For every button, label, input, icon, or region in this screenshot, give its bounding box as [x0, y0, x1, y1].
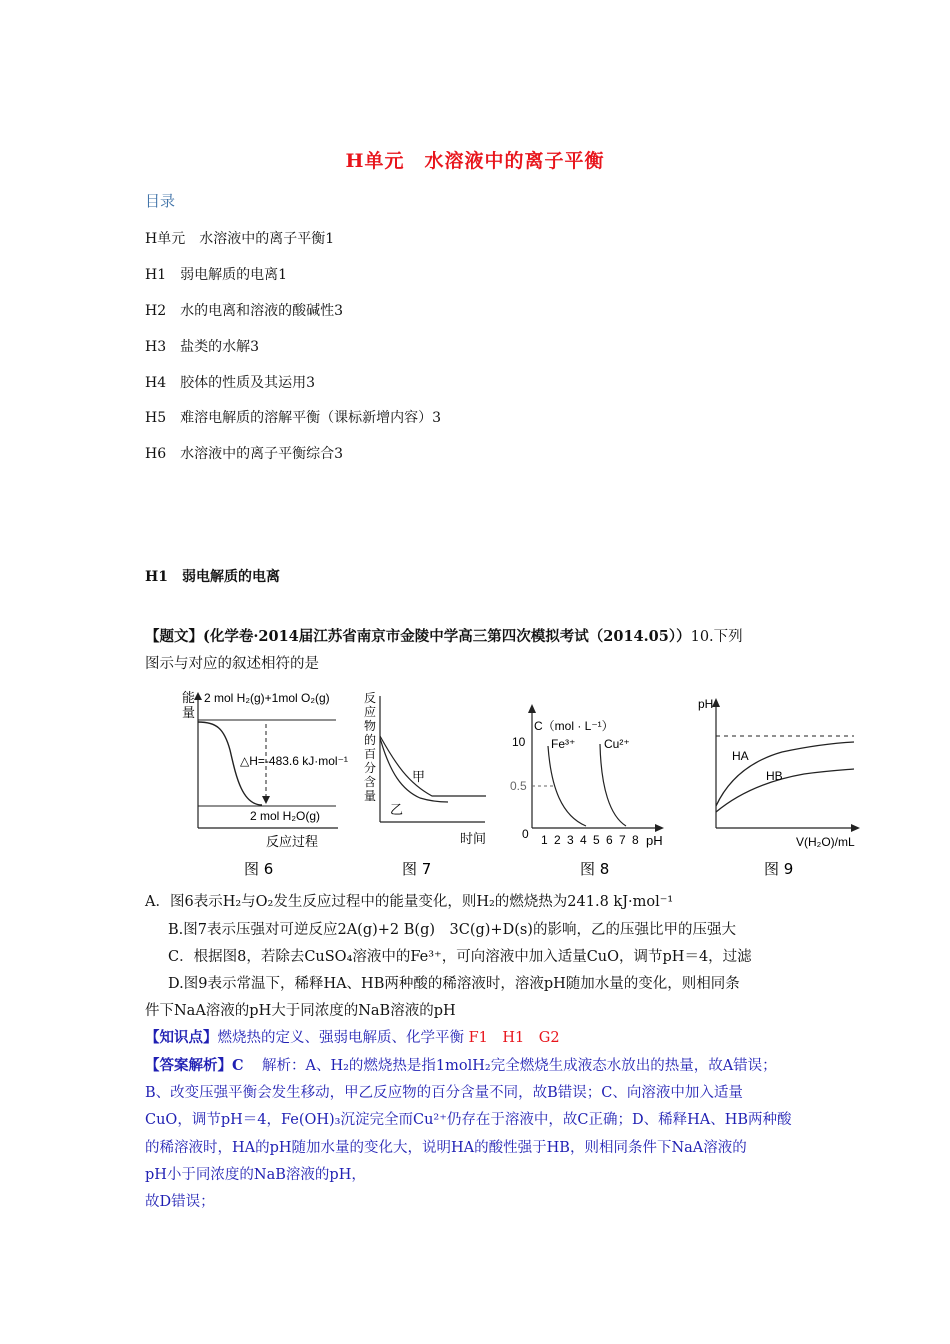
answer-text: pH小于同浓度的NaB溶液的pH， — [145, 1167, 366, 1183]
fig8-cu-curve — [600, 744, 626, 826]
fig7-ylabel-char: 量 — [364, 789, 377, 803]
figure-9 — [698, 697, 860, 878]
fig8-x-tick: 3 — [567, 833, 574, 847]
fig6-ylabel-1: 能 — [182, 690, 196, 705]
fig7-curve-jia — [380, 736, 486, 796]
figures-panel — [170, 688, 870, 883]
fig8-tick-0: 0 — [522, 827, 529, 841]
figure-7 — [364, 691, 486, 878]
figure-6 — [182, 690, 348, 878]
knowledge-tag: 【知识点】 — [145, 1029, 218, 1046]
answer-text: B、改变压强平衡会发生移动，甲乙反应物的百分含量不同，故B错误；C、向溶液中加入适量 — [145, 1085, 743, 1101]
fig8-tick-10: 10 — [512, 735, 526, 749]
figure-8 — [510, 704, 664, 878]
toc-item[interactable]: H2 水的电离和溶液的酸碱性3 — [145, 303, 344, 319]
option-b: B.图7表示压强对可逆反应2A(g)+2 B(g) 3C(g)+D(s)的影响，乙的压强比甲的压强大 — [168, 922, 736, 938]
fig8-x-arrow — [655, 824, 664, 832]
question-number: 10.下列 — [690, 629, 743, 645]
fig8-x-tick: 8 — [632, 833, 639, 847]
fig8-y-arrow — [528, 704, 536, 713]
fig8-y-label: C（mol · L⁻¹） — [534, 719, 614, 733]
fig8-x-label: pH — [646, 833, 663, 848]
fig9-caption: 图 9 — [764, 860, 794, 878]
answer-text: CuO，调节pH＝4，Fe(OH)₃沉淀完全而Cu²⁺仍存在于溶液中，故C正确；D、稀释HA、HB两种酸 — [145, 1112, 792, 1128]
option-d-line2: 件下NaA溶液的pH大于同浓度的NaB溶液的pH — [145, 1003, 456, 1019]
fig6-x-label: 反应过程 — [266, 834, 319, 849]
fig8-fe-curve — [548, 746, 586, 826]
fig6-delta-h: △H=-483.6 kJ·mol⁻¹ — [240, 754, 348, 768]
answer-text: 解析：A、H₂的燃烧热是指1molH₂完全燃烧生成液态水放出的热量，故A错误； — [261, 1058, 777, 1074]
answer-line — [145, 1054, 777, 1075]
fig7-ylabel-char: 分 — [364, 761, 377, 775]
fig7-ylabel-char: 含 — [364, 775, 377, 789]
knowledge-codes: F1 H1 G2 — [468, 1030, 560, 1046]
fig8-x-tick: 4 — [580, 833, 587, 847]
fig8-cu-label: Cu²⁺ — [604, 737, 630, 751]
fig8-x-tick: 1 — [541, 833, 548, 847]
fig9-x-arrow — [851, 824, 860, 832]
option-d-line1: D.图9表示常温下，稀释HA、HB两种酸的稀溶液时，溶液pH随加水量的变化，则相同条 — [168, 976, 740, 992]
fig8-x-tick: 2 — [554, 833, 561, 847]
knowledge-text: 燃烧热的定义、强弱电解质、化学平衡 — [217, 1030, 464, 1046]
answer-tag: 【答案解析】 — [145, 1057, 232, 1074]
fig8-caption: 图 8 — [580, 860, 610, 878]
toc-item[interactable]: H3 盐类的水解3 — [145, 339, 260, 355]
page-title: H单元 水溶液中的离子平衡 — [345, 150, 605, 172]
fig8-x-tick: 6 — [606, 833, 613, 847]
fig7-label-yi: 乙 — [390, 802, 404, 817]
fig6-arrow — [262, 796, 270, 804]
option-c: C．根据图8，若除去CuSO₄溶液中的Fe³⁺，可向溶液中加入适量CuO，调节pH＝4，过滤 — [168, 949, 752, 965]
toc-item[interactable]: H1 弱电解质的电离1 — [145, 267, 288, 283]
toc-item[interactable]: H5 难溶电解质的溶解平衡（课标新增内容）3 — [145, 410, 442, 426]
toc-item[interactable]: H6 水溶液中的离子平衡综合3 — [145, 446, 344, 462]
fig7-ylabel-char: 百 — [364, 747, 377, 761]
fig7-x-label: 时间 — [460, 831, 487, 846]
fig7-ylabel-char: 的 — [364, 733, 377, 747]
fig9-y-label: pH — [698, 697, 714, 711]
fig6-top-label: 2 mol H₂(g)+1mol O₂(g) — [204, 691, 330, 705]
answer-text: 的稀溶液时，HA的pH随加水量的变化大，说明HA的酸性强于HB，则相同条件下NaA溶液的 — [145, 1140, 747, 1156]
fig7-caption: 图 7 — [402, 860, 432, 878]
option-a: A．图6表示H₂与O₂发生反应过程中的能量变化，则H₂的燃烧热为241.8 kJ·mol⁻¹ — [145, 894, 674, 910]
knowledge-point — [145, 1026, 560, 1047]
answer-text: 故D错误； — [145, 1194, 215, 1210]
fig8-tick-05: 0.5 — [510, 779, 527, 793]
fig6-y-arrow — [194, 692, 202, 700]
fig6-bottom-label: 2 mol H₂O(g) — [250, 809, 321, 823]
toc-heading: 目录 — [145, 192, 176, 210]
fig9-hb-curve — [716, 769, 854, 812]
fig7-ylabel-char: 反 — [364, 691, 377, 705]
answer-choice: C — [232, 1057, 244, 1074]
section-heading: H1 弱电解质的电离 — [145, 569, 280, 585]
fig9-x-label: V(H₂O)/mL — [796, 835, 855, 849]
question-line2: 图示与对应的叙述相符的是 — [145, 656, 319, 672]
toc-item[interactable]: H4 胶体的性质及其运用3 — [145, 375, 316, 391]
question-stem — [145, 625, 743, 646]
fig7-ylabel-char: 应 — [364, 705, 377, 719]
fig7-label-jia: 甲 — [412, 769, 426, 784]
fig6-ylabel-2: 量 — [182, 705, 196, 720]
fig6-caption: 图 6 — [244, 860, 274, 878]
question-source: (化学卷·2014届江苏省南京市金陵中学高三第四次模拟考试（2014.05）） — [203, 628, 691, 645]
fig8-x-tick: 7 — [619, 833, 626, 847]
question-tag: 【题文】 — [145, 628, 203, 645]
fig8-x-tick: 5 — [593, 833, 600, 847]
fig9-ha-label: HA — [732, 749, 749, 763]
toc-item[interactable]: H单元 水溶液中的离子平衡1 — [145, 231, 335, 247]
fig7-ylabel-char: 物 — [364, 719, 377, 733]
fig8-fe-label: Fe³⁺ — [551, 737, 576, 751]
fig9-hb-label: HB — [766, 769, 783, 783]
